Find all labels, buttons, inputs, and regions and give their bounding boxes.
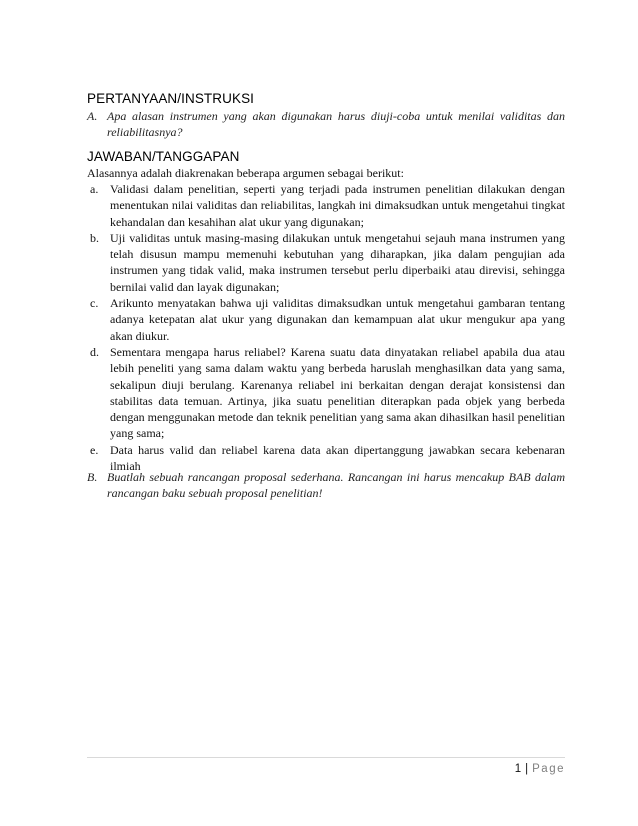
answer-item	[87, 344, 565, 442]
answer-text: Uji validitas untuk masing-masing dilakukan untuk mengetahui sejauh mana instrumen yang telah disusun mampu memenuhi kebutuhan yang diharapkan, jika dalam pengujian ada instrumen yang tidak valid, maka instrumen tersebut perlu diperbaiki atau direvisi, sehingga bernilai valid dan layak digunakan;	[110, 230, 565, 294]
footer-separator: |	[525, 763, 529, 775]
question-marker: A.	[87, 109, 98, 123]
answer-text: Data harus valid dan reliabel karena data akan dipertanggung jawabkan secara kebenaran ilmiah	[110, 442, 565, 474]
answer-list	[87, 181, 565, 474]
answer-letter: d.	[90, 344, 99, 359]
page-number: 1	[514, 763, 522, 775]
answer-text: Validasi dalam penelitian, seperti yang terjadi pada instrumen penelitian dilakukan dengan menentukan nilai validitas dan reliabilitas, langkah ini dimaksudkan untuk mengetahui tingkat kehandalan dan kesahihan alat ukur yang digunakan;	[110, 182, 565, 229]
footer-divider	[87, 757, 565, 758]
answer-letter: a.	[90, 182, 99, 196]
answer-letter: b.	[90, 230, 99, 245]
answer-letter: c.	[90, 296, 99, 311]
question-text: Buatlah sebuah rancangan proposal sederhana. Rancangan ini harus mencakup BAB dalam rancangan baku sebuah proposal penelitian!	[107, 470, 565, 501]
question-a	[87, 108, 565, 140]
page-label: Page	[532, 763, 565, 775]
section-heading-answers: JAWABAN/TANGGAPAN	[87, 149, 240, 164]
answer-item	[87, 295, 565, 344]
question-b	[87, 469, 565, 501]
section-heading-instructions: PERTANYAAN/INSTRUKSI	[87, 91, 255, 106]
answer-intro: Alasannya adalah diakrenakan beberapa argumen sebagai berikut:	[87, 166, 404, 180]
answer-text: Arikunto menyatakan bahwa uji validitas dimaksudkan untuk mengetahui gambaran tentang adanya ketepatan alat ukur yang digunakan dan kemampuan alat ukur mengukur apa yang akan diukur.	[110, 296, 565, 343]
question-marker: B.	[87, 470, 98, 484]
answer-item	[87, 230, 565, 295]
page-footer	[515, 763, 565, 775]
answer-text: Sementara mengapa harus reliabel? Karena suatu data dinyatakan reliabel apabila dua atau lebih peneliti yang sama dalam waktu yang berbeda haruslah menghasilkan data yang sama, sekalipun diuji berulang. Karenanya reliabel ini berkaitan dengan derajat konsistensi dan stabilitas data temuan. Artinya, jika suatu penelitian diterapkan pada objek yang berbeda dengan menggunakan metode dan teknik penelitian yang sama akan dihasilkan hasil penelitian yang sama;	[110, 344, 565, 441]
answer-item	[87, 181, 565, 230]
question-text: Apa alasan instrumen yang akan digunakan harus diuji-coba untuk menilai validitas dan reliabilitasnya?	[107, 109, 565, 140]
answer-letter: e.	[90, 442, 99, 457]
